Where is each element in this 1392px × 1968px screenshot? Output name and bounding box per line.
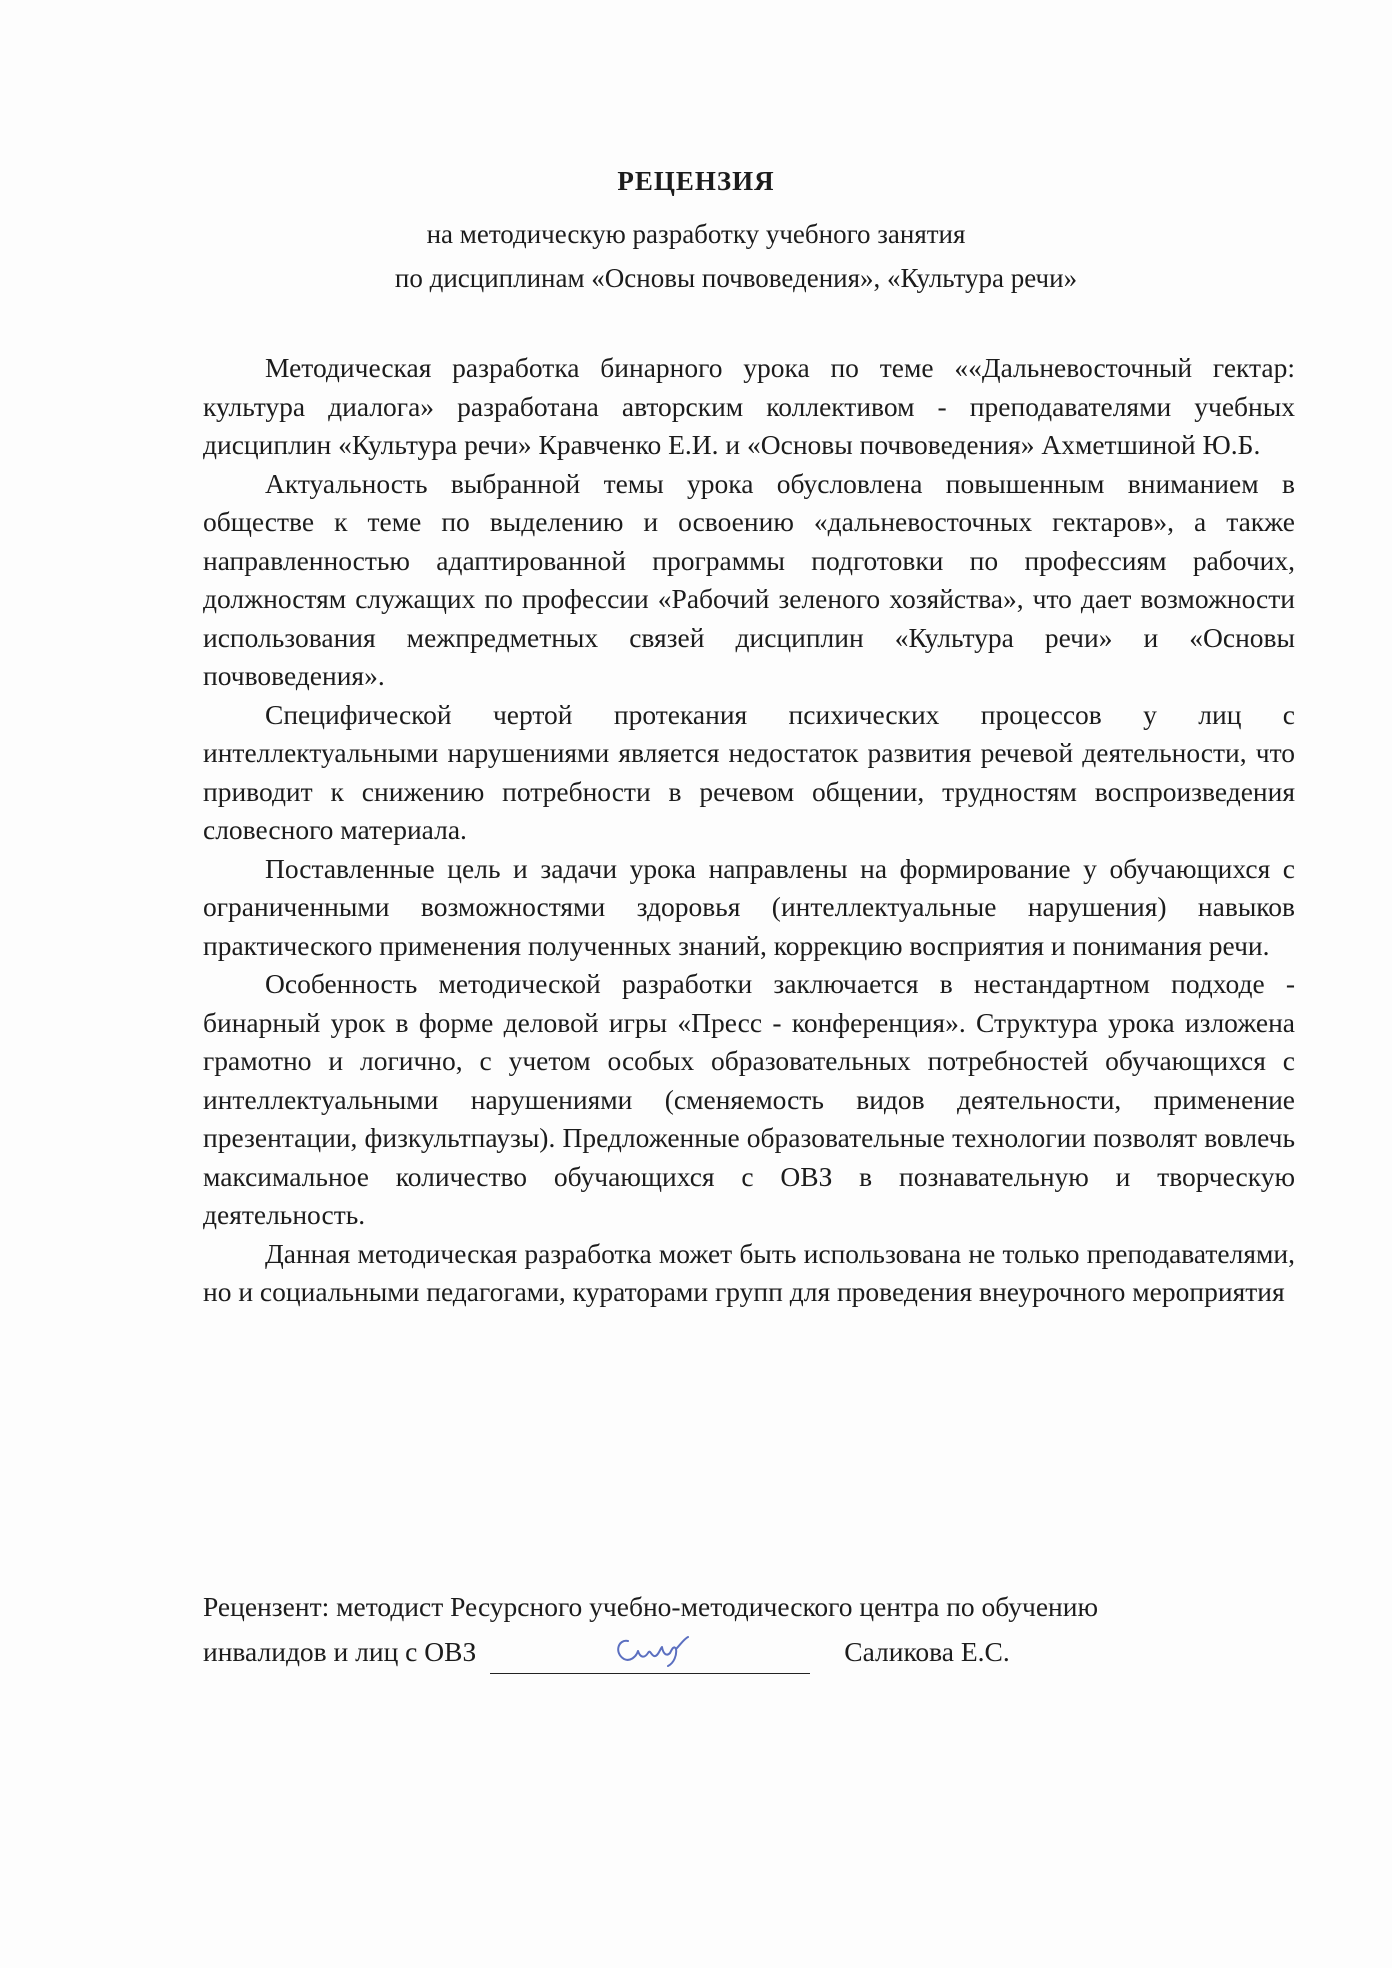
signature-block bbox=[203, 1584, 1295, 1674]
body-paragraph-authors: Методическая разработка бинарного урока по теме ««Дальневосточный гектар: культура диалога» разработана авторским коллективом - преподавателями учебных дисциплин «Культура речи» Кравченко Е.И. и «Основы почвоведения» Ахметшиной Ю.Б. bbox=[203, 352, 1295, 460]
signature-row bbox=[203, 1629, 1295, 1674]
document-subtitle-line-1: на методическую разработку учебного занятия bbox=[426, 219, 966, 249]
signature-line bbox=[490, 1639, 810, 1674]
reviewer-position-continued: инвалидов и лиц с ОВЗ bbox=[203, 1636, 477, 1667]
handwritten-signature-icon bbox=[610, 1627, 700, 1669]
body-paragraph-goals: Поставленные цель и задачи урока направлены на формирование у обучающихся с ограниченными возможностями здоровья (интеллектуальные нарушения) навыков практического применения полученных знаний, коррекцию восприятия и понимания речи. bbox=[203, 852, 1295, 961]
document-subtitle-line-2: по дисциплинам «Основы почвоведения», «Культура речи» bbox=[394, 263, 1078, 293]
reviewer-name: Саликова Е.С. bbox=[844, 1636, 1010, 1667]
document-title: РЕЦЕНЗИЯ bbox=[617, 166, 775, 196]
body-paragraph-features: Особенность методической разработки заключается в нестандартном подходе - бинарный урок в форме деловой игры «Пресс - конференция». Структура урока изложена грамотно и логично, с учетом особых образовательных потребностей обучающихся с интеллектуальными нарушениями (сменяемость видов деятельности, применение презентации, физкультпаузы). Предложенные образовательные технологии позволят вовлечь максимальное количество обучающихся с ОВЗ в познавательную и творческую деятельность. bbox=[203, 968, 1295, 1230]
review-body bbox=[203, 349, 1295, 1312]
body-paragraph-relevance: Актуальность выбранной темы урока обусловлена повышенным вниманием в обществе к теме по выделению и освоению «дальневосточных гектаров», а также направленностью адаптированной программы подготовки по профессиям рабочих, должностям служащих по профессии «Рабочий зеленого хозяйства», что дает возможности использования межпредметных связей дисциплин «Культура речи» и «Основы почвоведения». bbox=[203, 467, 1295, 691]
body-paragraph-specifics: Специфической чертой протекания психических процессов у лиц с интеллектуальными нарушениями является недостаток развития речевой деятельности, что приводит к снижению потребности в речевом общении, трудностям воспроизведения словесного материала. bbox=[203, 698, 1295, 845]
body-paragraph-usage: Данная методическая разработка может быть использована не только преподавателями, но и социальными педагогами, кураторами групп для проведения внеурочного мероприятия bbox=[203, 1237, 1295, 1307]
reviewer-position: Рецензент: методист Ресурсного учебно-методического центра по обучению bbox=[203, 1591, 1098, 1622]
